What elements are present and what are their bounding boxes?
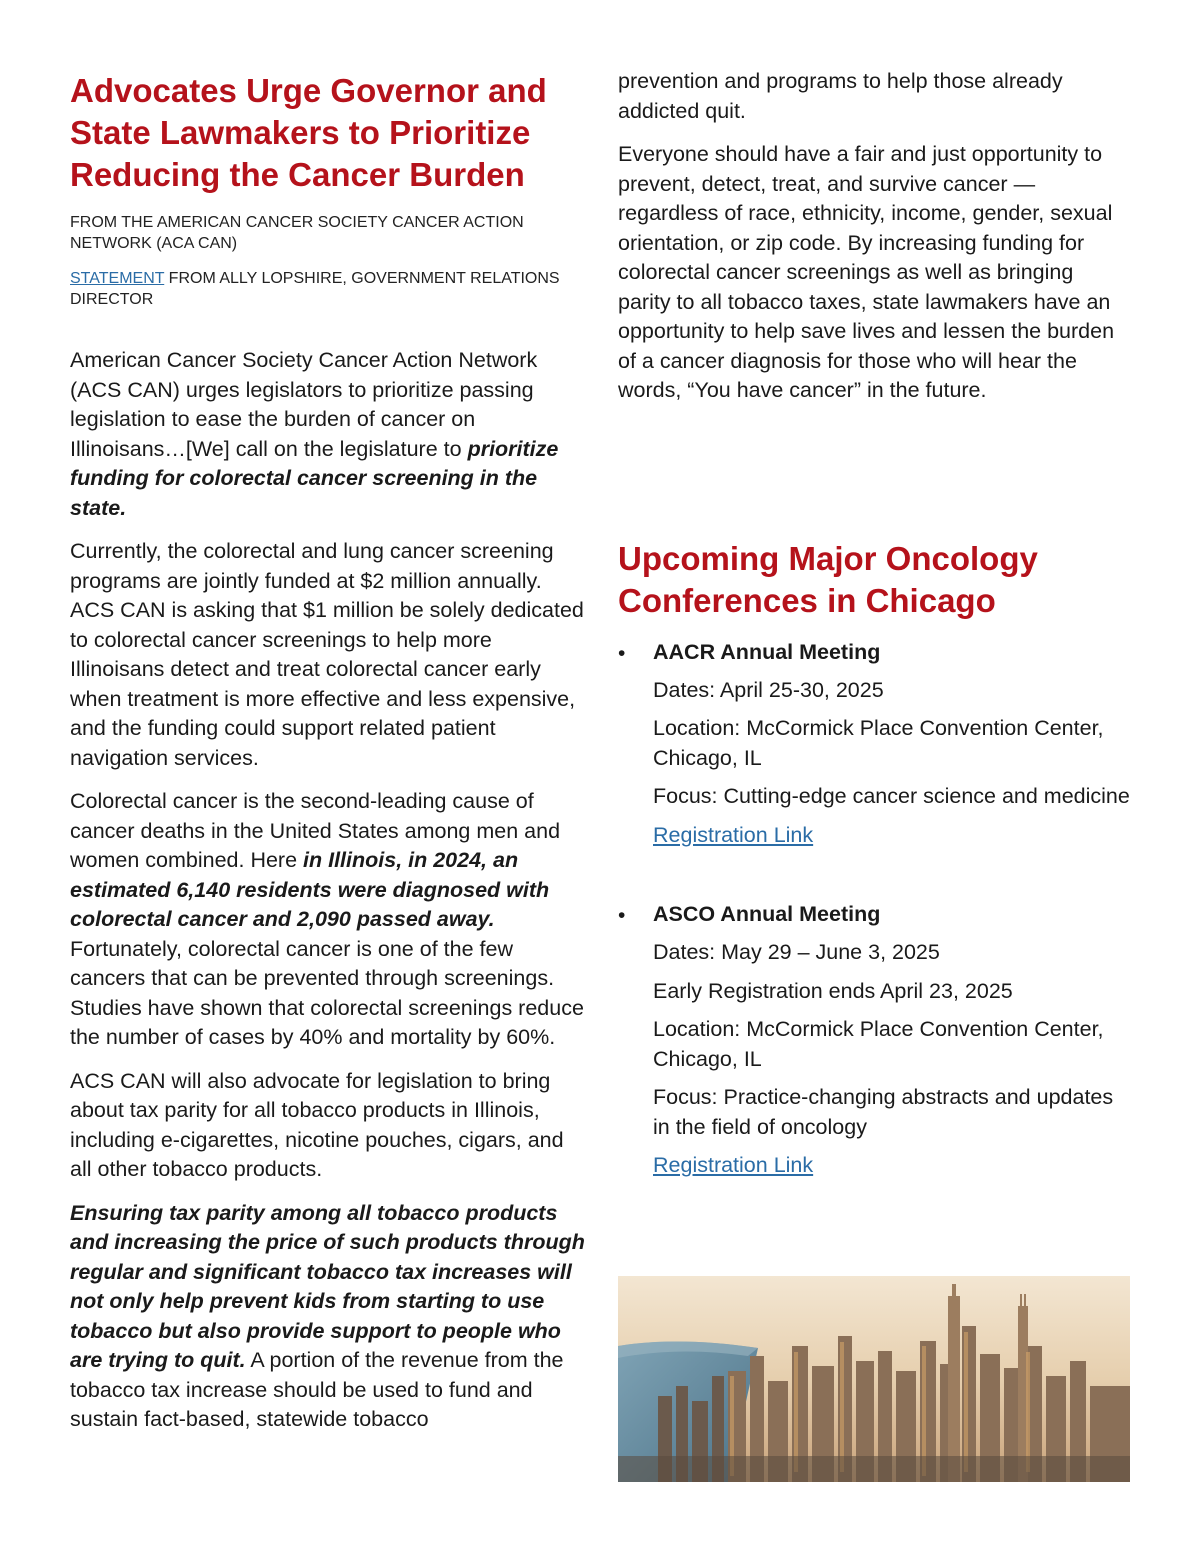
article-paragraph-6: Everyone should have a fair and just opportunity to prevent, detect, treat, and survive cancer — regardless of race, ethnicity, income, gender, sexual orientation, or zip code. By increasing funding for colorectal cancer screenings as well as bringing parity to all tobacco taxes, state lawmakers have an opportunity to help save lives and lessen the burden of a cancer diagnosis for those who will hear the words, “You have cancer” in the future. xyxy=(618,142,1115,402)
article-paragraph-4: ACS CAN will also advocate for legislation to bring about tax parity for all tobacco products in Illinois, including e-cigarettes, nicotine pouches, cigars, and all other tobacco products. xyxy=(70,1068,564,1181)
chicago-skyline-image xyxy=(618,1276,1130,1482)
conference-early-registration: Early Registration ends April 23, 2025 xyxy=(653,978,1013,1003)
conference-focus: Focus: Practice-changing abstracts and updates in the field of oncology xyxy=(653,1085,1114,1139)
right-column xyxy=(618,70,1130,1181)
conference-name: ASCO Annual Meeting xyxy=(653,902,881,926)
conference-location: Location: McCormick Place Convention Center, Chicago, IL xyxy=(653,716,1104,770)
conference-aacr xyxy=(618,638,1130,851)
article-column xyxy=(70,70,585,1449)
conference-dates: Dates: May 29 – June 3, 2025 xyxy=(653,940,940,964)
emphasis-text: in Illinois, in 2024, an estimated 6,140 residents were diagnosed with colorectal cancer and 2,090 passed away. xyxy=(70,848,550,931)
emphasis-text: Ensuring tax parity among all tobacco products and increasing the price of such products through regular and significant tobacco tax increases will not only help prevent kids from starting to use tobacco but also provide support to people who are trying to quit. xyxy=(70,1200,585,1372)
emphasis-text: prioritize funding for colorectal cancer screening in the state. xyxy=(70,436,559,520)
bullet-icon: • xyxy=(618,641,626,665)
conferences-title: Upcoming Major Oncology Conferences in Chicago xyxy=(618,539,1038,619)
article-paragraph-2: Currently, the colorectal and lung cancer screening programs are jointly funded at $2 million annually. ACS CAN is asking that $1 million be solely dedicated to colorectal cancer screenings to help more Illinoisans detect and treat colorectal cancer early when treatment is more effective and less expensive, and the funding could support related patient navigation services. xyxy=(70,539,584,770)
registration-link-aacr[interactable]: Registration Link xyxy=(653,822,814,847)
registration-link-asco[interactable]: Registration Link xyxy=(653,1153,814,1177)
conference-name: AACR Annual Meeting xyxy=(653,639,881,664)
conference-asco xyxy=(618,900,1130,1181)
article-paragraph-3: Colorectal cancer is the second-leading cause of cancer deaths in the United States among men and women combined. Here in Illinois, in 2024, an estimated 6,140 residents were diagnosed with colorectal cancer and 2,090 passed away. Fortunately, colorectal cancer is one of the few cancers that can be prevented through screenings. Studies have shown that colorectal screenings reduce the number of cases by 40% and mortality by 60%. xyxy=(70,789,584,1049)
conference-location: Location: McCormick Place Convention Center, Chicago, IL xyxy=(653,1017,1104,1071)
skyline-illustration xyxy=(618,1276,1130,1482)
article-paragraph-5-continued: prevention and programs to help those already addicted quit. xyxy=(618,69,1063,123)
article-paragraph-5: Ensuring tax parity among all tobacco products and increasing the price of such products through regular and significant tobacco tax increases will not only help prevent kids from starting to use tobacco but also provide support to people who are trying to quit. A portion of the revenue from the tobacco tax increase should be used to fund and sustain fact-based, statewide tobacco xyxy=(70,1200,585,1431)
article-paragraph-1: American Cancer Society Cancer Action Network (ACS CAN) urges legislators to prioritize passing legislation to ease the burden of cancer on Illinoisans…[We] call on the legislature to prioritize funding for colorectal cancer screening in the state. xyxy=(70,348,559,520)
statement-link[interactable]: STATEMENT xyxy=(70,270,165,287)
conference-focus: Focus: Cutting-edge cancer science and medicine xyxy=(653,784,1130,808)
article-statement-line xyxy=(70,268,585,310)
conference-dates: Dates: April 25-30, 2025 xyxy=(653,677,884,702)
statement-author: FROM ALLY LOPSHIRE, GOVERNMENT RELATIONS DIRECTOR xyxy=(70,270,560,308)
article-title: Advocates Urge Governor and State Lawmakers to Prioritize Reducing the Cancer Burden xyxy=(70,72,547,193)
article-source: FROM THE AMERICAN CANCER SOCIETY CANCER ACTION NETWORK (ACA CAN) xyxy=(70,214,524,252)
bullet-icon: • xyxy=(618,904,626,927)
